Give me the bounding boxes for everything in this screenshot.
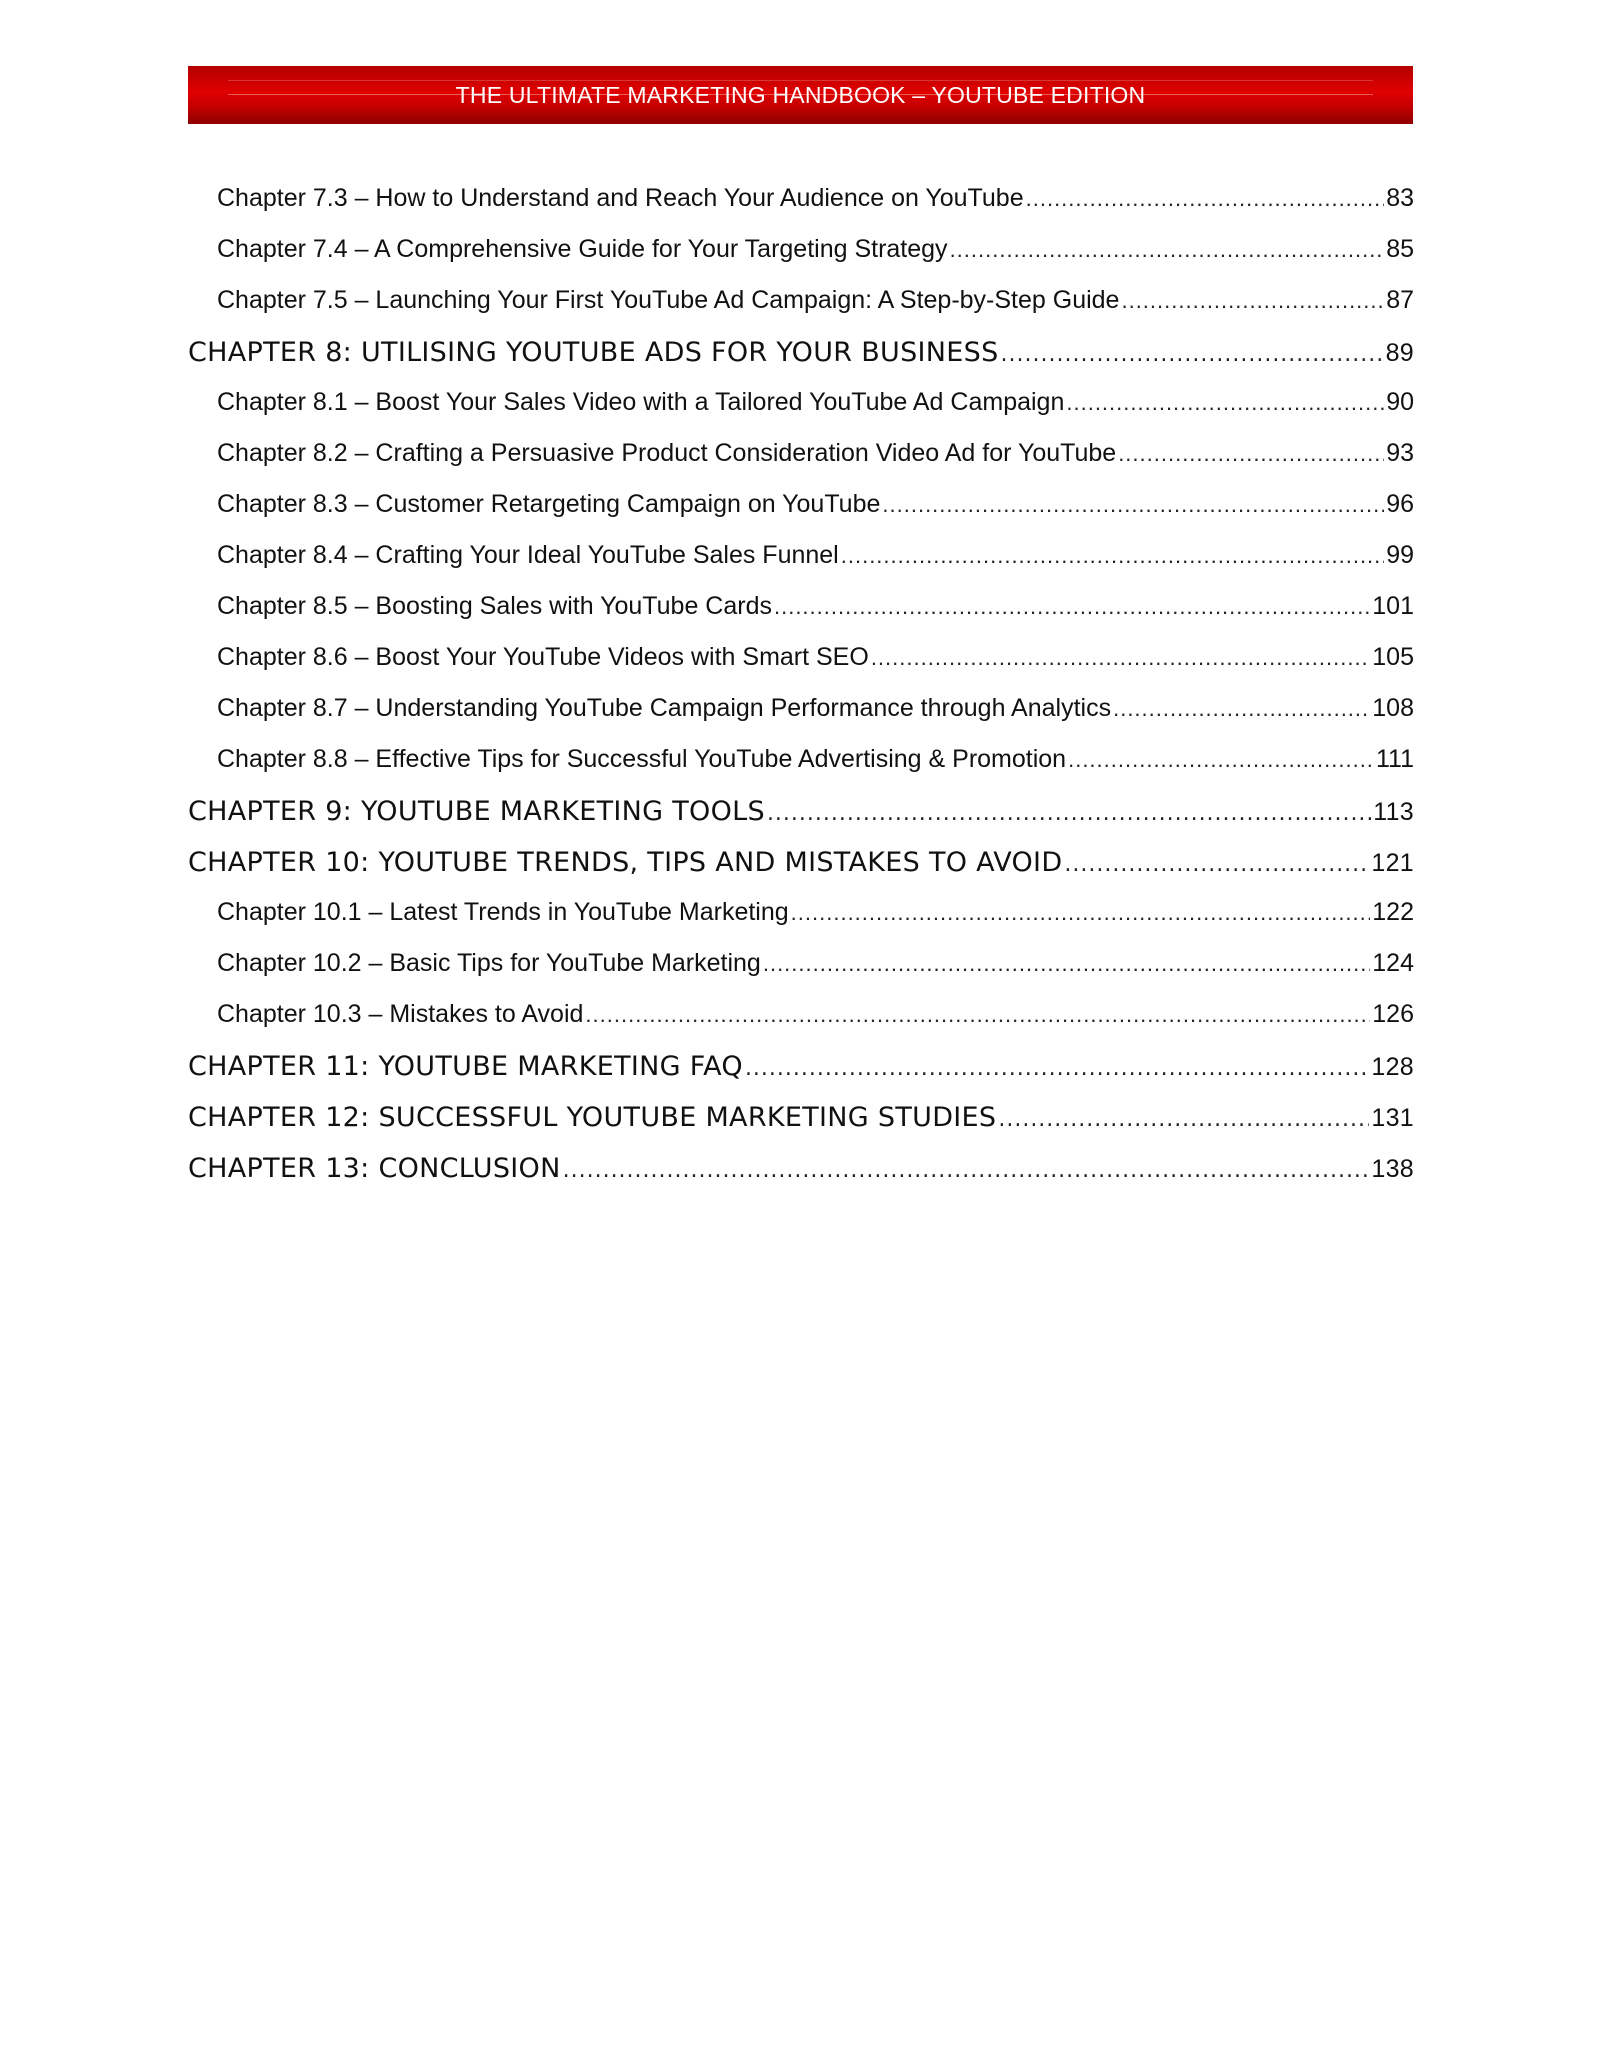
- dot-leader: [767, 801, 1371, 826]
- toc-section-entry[interactable]: [188, 592, 1414, 643]
- toc-section-entry[interactable]: [188, 388, 1414, 439]
- dot-leader: [563, 1158, 1370, 1183]
- toc-page-number: 99: [1386, 541, 1414, 569]
- toc-section-entry[interactable]: [188, 541, 1414, 592]
- toc-page-number: 101: [1372, 592, 1414, 620]
- toc-entry-label: Chapter 8.2 – Crafting a Persuasive Product Consideration Video Ad for YouTube: [217, 439, 1117, 467]
- toc-page-number: 90: [1386, 388, 1414, 416]
- toc-entry-label: CHAPTER 10: YOUTUBE TRENDS, TIPS AND MISTAKES TO AVOID: [188, 847, 1063, 878]
- toc-page-number: 108: [1372, 694, 1414, 722]
- toc-page-number: 83: [1386, 184, 1414, 212]
- dot-leader: [1064, 852, 1369, 877]
- toc-page-number: 138: [1371, 1155, 1414, 1183]
- toc-entry-label: CHAPTER 13: CONCLUSION: [188, 1153, 561, 1184]
- dot-leader: [1026, 186, 1385, 212]
- toc-page-number: 111: [1375, 745, 1414, 773]
- toc-section-entry[interactable]: [188, 184, 1414, 235]
- toc-section-entry[interactable]: [188, 694, 1414, 745]
- toc-section-entry[interactable]: [188, 643, 1414, 694]
- toc-chapter-entry[interactable]: [188, 1102, 1414, 1153]
- toc-entry-label: Chapter 8.5 – Boosting Sales with YouTube Cards: [217, 592, 772, 620]
- dot-leader: [841, 543, 1384, 569]
- dot-leader: [774, 594, 1370, 620]
- toc-chapter-entry[interactable]: [188, 796, 1414, 847]
- toc-section-entry[interactable]: [188, 286, 1414, 337]
- toc-entry-label: CHAPTER 11: YOUTUBE MARKETING FAQ: [188, 1051, 743, 1082]
- toc-page-number: 121: [1371, 849, 1414, 877]
- toc-entry-label: CHAPTER 9: YOUTUBE MARKETING TOOLS: [188, 796, 765, 827]
- toc-entry-label: Chapter 10.1 – Latest Trends in YouTube Marketing: [217, 898, 789, 926]
- toc-entry-label: Chapter 8.8 – Effective Tips for Successful YouTube Advertising & Promotion: [217, 745, 1067, 773]
- toc-section-entry[interactable]: [188, 439, 1414, 490]
- toc-chapter-entry[interactable]: [188, 1051, 1414, 1102]
- toc-entry-label: Chapter 8.6 – Boost Your YouTube Videos with Smart SEO: [217, 643, 869, 671]
- toc-entry-label: Chapter 10.3 – Mistakes to Avoid: [217, 1000, 584, 1028]
- toc-page-number: 93: [1386, 439, 1414, 467]
- dot-leader: [1113, 696, 1370, 722]
- toc-page-number: 105: [1372, 643, 1414, 671]
- dot-leader: [998, 1107, 1369, 1132]
- dot-leader: [763, 951, 1370, 977]
- dot-leader: [745, 1056, 1369, 1081]
- header-banner: [188, 66, 1413, 124]
- toc-section-entry[interactable]: [188, 898, 1414, 949]
- toc-entry-label: Chapter 7.4 – A Comprehensive Guide for Your Targeting Strategy: [217, 235, 948, 263]
- toc-entry-label: CHAPTER 12: SUCCESSFUL YOUTUBE MARKETING STUDIES: [188, 1102, 997, 1133]
- dot-leader: [1066, 390, 1384, 416]
- toc-page-number: 124: [1372, 949, 1414, 977]
- dot-leader: [871, 645, 1370, 671]
- toc-page-number: 128: [1371, 1053, 1414, 1081]
- document-title: THE ULTIMATE MARKETING HANDBOOK – YOUTUBE EDITION: [455, 81, 1146, 108]
- toc-entry-label: Chapter 8.4 – Crafting Your Ideal YouTube Sales Funnel: [217, 541, 839, 569]
- dot-leader: [1001, 342, 1384, 367]
- table-of-contents: [188, 184, 1414, 1204]
- toc-entry-label: Chapter 7.5 – Launching Your First YouTube Ad Campaign: A Step-by-Step Guide: [217, 286, 1120, 314]
- toc-page-number: 96: [1386, 490, 1414, 518]
- toc-section-entry[interactable]: [188, 235, 1414, 286]
- dot-leader: [1121, 288, 1384, 314]
- toc-entry-label: Chapter 8.3 – Customer Retargeting Campaign on YouTube: [217, 490, 881, 518]
- toc-chapter-entry[interactable]: [188, 847, 1414, 898]
- toc-section-entry[interactable]: [188, 490, 1414, 541]
- dot-leader: [882, 492, 1384, 518]
- toc-entry-label: CHAPTER 8: UTILISING YOUTUBE ADS FOR YOUR BUSINESS: [188, 337, 999, 368]
- toc-section-entry[interactable]: [188, 745, 1414, 796]
- toc-page-number: 87: [1386, 286, 1414, 314]
- dot-leader: [1068, 747, 1374, 773]
- toc-section-entry[interactable]: [188, 949, 1414, 1000]
- toc-page-number: 126: [1372, 1000, 1414, 1028]
- toc-page-number: 89: [1385, 339, 1414, 367]
- toc-page-number: 113: [1373, 798, 1414, 826]
- toc-entry-label: Chapter 8.7 – Understanding YouTube Campaign Performance through Analytics: [217, 694, 1112, 722]
- toc-entry-label: Chapter 7.3 – How to Understand and Reach Your Audience on YouTube: [217, 184, 1024, 212]
- toc-entry-label: Chapter 10.2 – Basic Tips for YouTube Marketing: [217, 949, 761, 977]
- toc-section-entry[interactable]: [188, 1000, 1414, 1051]
- dot-leader: [1118, 441, 1384, 467]
- toc-page-number: 85: [1386, 235, 1414, 263]
- toc-page-number: 131: [1371, 1104, 1414, 1132]
- dot-leader: [950, 237, 1385, 263]
- dot-leader: [791, 900, 1371, 926]
- toc-chapter-entry[interactable]: [188, 337, 1414, 388]
- toc-page-number: 122: [1372, 898, 1414, 926]
- toc-chapter-entry[interactable]: [188, 1153, 1414, 1204]
- toc-entry-label: Chapter 8.1 – Boost Your Sales Video with a Tailored YouTube Ad Campaign: [217, 388, 1065, 416]
- dot-leader: [585, 1002, 1370, 1028]
